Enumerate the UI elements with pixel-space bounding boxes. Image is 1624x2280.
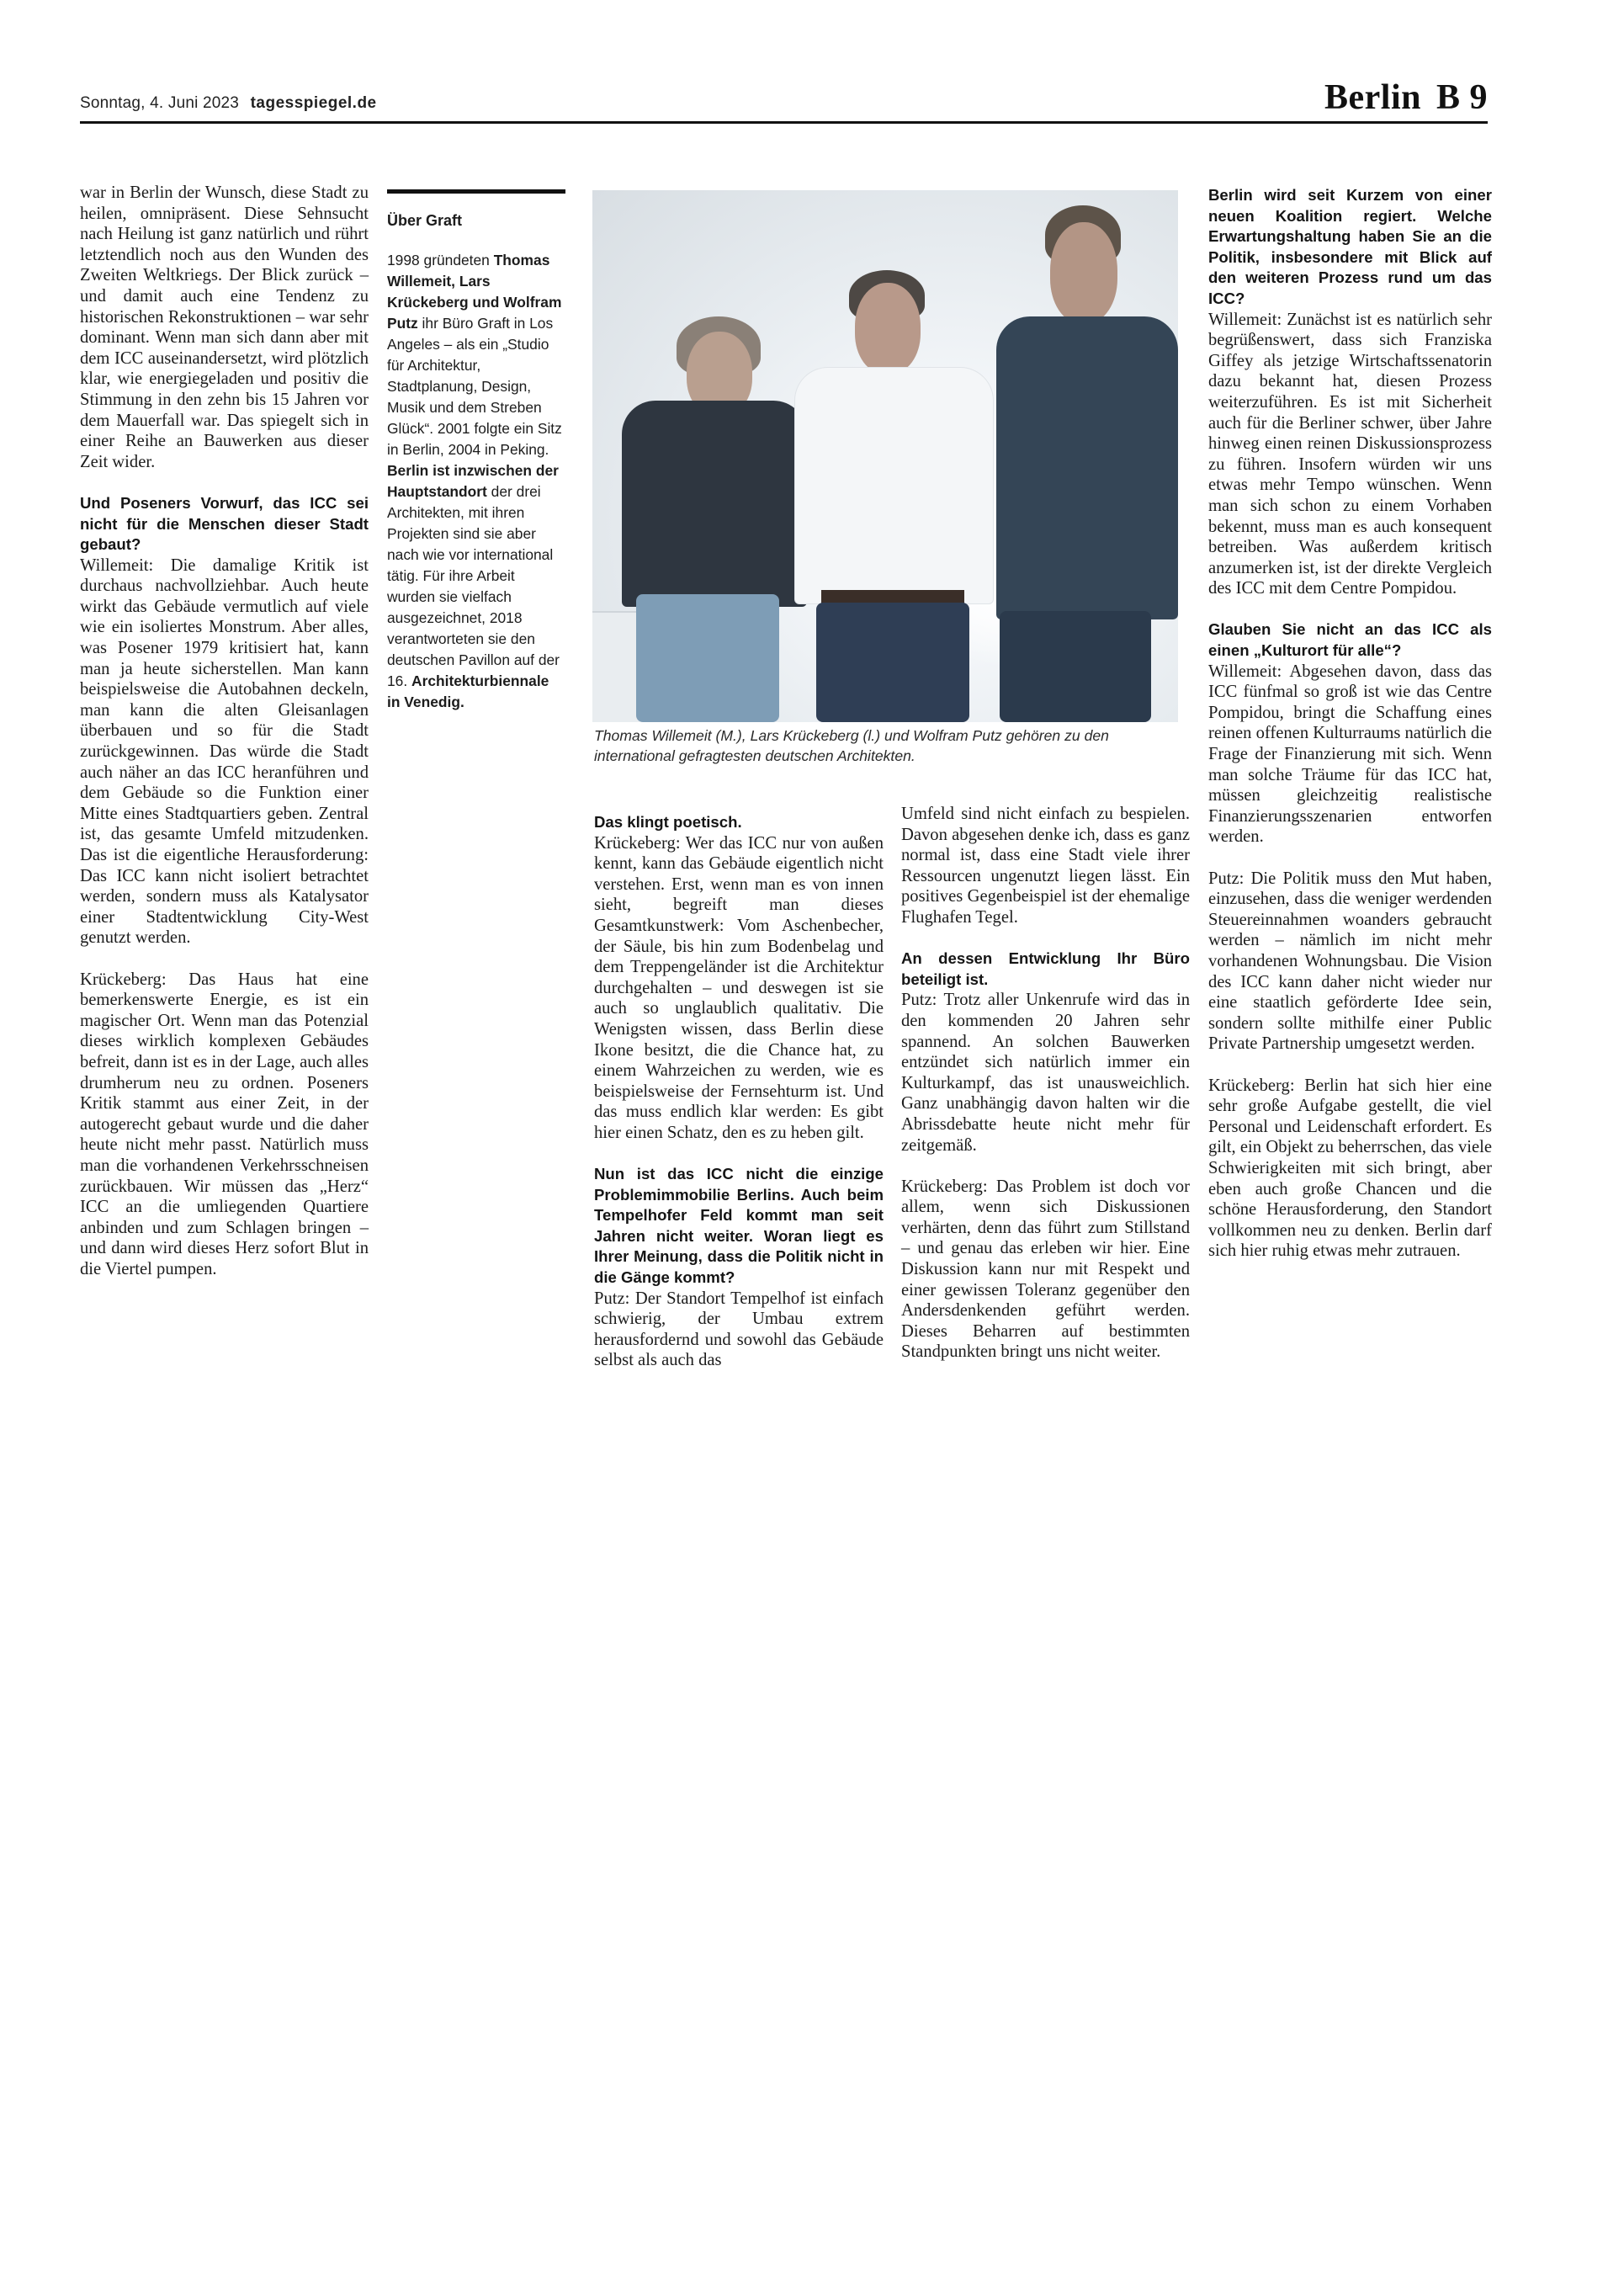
page-header-left	[80, 94, 377, 113]
info-box-highlight: Thomas Willemeit, Lars Krückeberg und Wolfram Putz	[387, 252, 562, 332]
interview-question: Das klingt poetisch.	[594, 813, 742, 831]
page-number: B 9	[1436, 78, 1488, 117]
interview-paragraph: Putz: Die Politik muss den Mut haben, einzusehen, dass die weniger werdenden Steuereinnahmen woanders gebraucht werden – nämlich im nicht mehr vorhandenen Wohnungsbau. Die Vision des ICC kann daher nicht wieder nur eine staatlich geförderte Idee sein, sondern sollte mithilfe einer Public Private Partnership umgesetzt werden.	[1208, 869, 1492, 1054]
interview-paragraph: Willemeit: Abgesehen davon, dass das ICC fünfmal so groß ist wie das Centre Pompidou, bringt die Schaffung eines reinen offenen Kulturraums natürlich die Frage der Finanzierung mit sich. Wenn man solche Träume für das ICC hat, müssen gleichzeitig realistische Finanzierungsszenarien entworfen werden.	[1208, 662, 1493, 847]
interview-paragraph: Putz: Trotz aller Unkenrufe wird das in den kommenden 20 Jahren sehr spannend. An solchen Bauwerken entzündet sich natürlich immer ein Kulturkampf, das ist unausweichlich. Ganz unabhängig davon halten wir die Abrissdebatte heute nicht mehr für zeitgemäß.	[901, 991, 1190, 1155]
article-column-5	[1208, 185, 1492, 1262]
interview-paragraph: Krückeberg: Berlin hat sich hier eine sehr große Aufgabe gestellt, die viel Personal und Leidenschaft erfordert. Es gilt, ein Objekt zu beherrschen, das viele Schwierigkeiten mit sich bringt, aber eben auch große Chancen und die schöne Herausforderung, den Standort vollkommen neu zu denken. Berlin darf sich hier ruhig etwas mehr zutrauen.	[1208, 1076, 1492, 1261]
page-header-right	[1324, 77, 1488, 118]
interview-paragraph: Putz: Der Standort Tempelhof ist einfach schwierig, der Umbau extrem herausfordernd und sowohl das Gebäude selbst als auch das	[594, 1289, 884, 1370]
person-right-trousers	[1000, 611, 1151, 722]
interview-question: An dessen Entwicklung Ihr Büro beteiligt ist.	[901, 949, 1190, 988]
interview-paragraph: Krückeberg: Das Haus hat eine bemerkenswerte Energie, es ist ein magischer Ort. Wenn man das Potenzial dieses wirklich komplexen Gebäudes befreit, dann ist es in der Lage, auch alles drumherum neu zu ordnen. Poseners Kritik stammt aus einer Zeit, in der autogerecht gebaut wurde und die daher heute nicht mehr passt. Natürlich muss man die vorhandenen Verkehrsschneisen zurückbauen. Wir müssen das „Herz“ ICC an die umliegenden Quartiere anbinden und zum Schlagen bringen – und dann wird dieses Herz sofort Blut in die Viertel pumpen.	[80, 970, 369, 1278]
interview-paragraph: Krückeberg: Wer das ICC nur von außen kennt, kann das Gebäude eigentlich nicht verstehen. Erst, wenn man es von innen sieht, begreift man dieses Gesamtkunstwerk: Vom Aschenbecher, der Säule, bis hin zum Bodenbelag und dem Treppengeländer ist die Architektur durchgehalten – und deswegen ist sie auch so unglaublich qualitativ. Die Wenigsten wissen, dass Berlin diese Ikone besitzt, die die Chance hat, zu einem Wahrzeichen zu werden, wie es beispielsweise der Fernsehturm ist. Und das muss endlich klar werden: Es gibt hier einen Schatz, den es zu heben gilt.	[594, 833, 884, 1142]
site-name: tagesspiegel.de	[250, 94, 377, 112]
person-middle-jeans	[816, 603, 969, 722]
info-box-body	[387, 250, 565, 713]
interview-question: Glauben Sie nicht an das ICC als einen „Kulturort für alle“?	[1208, 620, 1492, 660]
info-box-title: Über Graft	[387, 212, 463, 229]
person-left-jeans	[636, 594, 779, 722]
person-left-shirt	[622, 401, 807, 607]
person-right-shirt	[996, 316, 1178, 619]
person-right-head	[1050, 222, 1117, 323]
header-rule	[80, 121, 1488, 124]
interview-question: Berlin wird seit Kurzem von einer neuen Koalition regiert. Welche Erwartungshaltung haben Sie an die Politik, insbesondere mit Blick auf den weiteren Prozess rund um das ICC?	[1208, 186, 1492, 307]
article-column-1	[80, 183, 369, 1279]
section-name: Berlin	[1324, 78, 1421, 117]
article-column-3	[594, 812, 884, 1371]
person-middle-shirt	[794, 367, 994, 604]
interview-paragraph: Krückeberg: Das Problem ist doch vor allem, wenn sich Diskussionen verhärten, denn das führt zum Stillstand – und genau das erleben wir hier. Eine Diskussion kann nur mit Respekt und einer gewissen Toleranz gegenüber den Andersdenkenden geführt werden. Dieses Beharren auf bestimmten Standpunkten bringt uns nicht weiter.	[901, 1177, 1190, 1362]
info-box-text: 1998 gründeten	[387, 252, 494, 268]
person-middle-head	[855, 283, 921, 374]
person-middle-belt	[821, 590, 964, 603]
article-column-4	[901, 804, 1190, 1363]
issue-date: Sonntag, 4. Juni 2023	[80, 94, 240, 112]
info-box-highlight: Architekturbiennale in Venedig.	[387, 672, 549, 710]
interview-paragraph: Willemeit: Die damalige Kritik ist durchaus nachvollziehbar. Auch heute wirkt das Gebäude vermutlich auf viele wie ein isoliertes Monstrum. Aber alles, was Posener 1979 kritisiert hat, kann man ja heute sicherstellen. Man kann beispielsweise die Autobahnen deckeln, man kann die alten Gleisanlagen überbauen und so für die Stadt zurückgewinnen. Das würde die Stadt auch näher an das ICC heranführen und dem Gebäude so die Funktion einer Mitte eines Stadtquartiers geben. Zentral ist, das gesamte Umfeld mitzudenken. Das ist die eigentliche Herausforderung: Das ICC kann nicht isoliert betrachtet werden, sondern muss als Katalysator einer Stadtentwicklung City-West genutzt werden.	[80, 555, 369, 948]
architects-photo	[592, 190, 1178, 722]
info-box-bar	[387, 189, 565, 194]
photo-caption: Thomas Willemeit (M.), Lars Krückeberg (l.) und Wolfram Putz gehören zu den international gefragtesten deutschen Architekten.	[594, 727, 1109, 764]
info-box-text: ihr Büro Graft in Los Angeles – als ein „Studio für Architektur, Stadtplanung, Design, Musik und dem Streben Glück“. 2001 folgte ein Sitz in Berlin, 2004 in Peking.	[387, 315, 562, 458]
interview-paragraph: war in Berlin der Wunsch, diese Stadt zu heilen, omnipräsent. Diese Sehnsucht nach Heilung ist ganz natürlich und rührt letztendlich noch aus den Wunden des Zweiten Weltkriegs. Der Blick zurück – und damit auch eine Tendenz zu historischen Rekonstruktionen – war sehr dominant. Wenn man sich dann aber mit dem ICC auseinandersetzt, wird plötzlich klar, wie energiegeladen und positiv die Stimmung in den zehn bis 15 Jahren vor dem Mauerfall war. Das spiegelt sich in einer Reihe an Bauwerken aus dieser Zeit wider.	[80, 183, 369, 471]
interview-paragraph: Willemeit: Zunächst ist es natürlich sehr begrüßenswert, dass sich Franziska Giffey als jetzige Wirtschaftssenatorin dazu bekannt hat, diesen Prozess weiterzuführen. Es ist mit Sicherheit auch für die Berliner schwer, über Jahre hinweg einen reinen Diskussionsprozess zu führen. Insofern würden wir uns etwas mehr Tempo wünschen. Wenn man sich schon zu einem Vorhaben bekennt, muss man es auch konsequent betreiben. Was außerdem kritisch anzumerken ist, ist der direkte Vergleich des ICC mit dem Centre Pompidou.	[1208, 310, 1492, 598]
info-box	[387, 189, 565, 713]
info-box-text: der drei Architekten, mit ihren Projekten sind sie aber nach wie vor international tätig. Für ihre Arbeit wurden sie vielfach ausgezeichnet, 2018 verantworteten sie den deutschen Pavillon auf der 16.	[387, 483, 560, 689]
interview-paragraph: Umfeld sind nicht einfach zu bespielen. Davon abgesehen denke ich, dass es ganz normal ist, dass eine Stadt viele ihrer Ressourcen ungenutzt liegen lässt. Ein positives Gegenbeispiel ist der ehemalige Flughafen Tegel.	[901, 805, 1190, 927]
info-box-highlight: Berlin ist inzwischen der Hauptstandort	[387, 462, 559, 500]
interview-question: Nun ist das ICC nicht die einzige Problemimmobilie Berlins. Auch beim Tempelhofer Feld kommt man seit Jahren nicht weiter. Woran liegt es Ihrer Meinung, dass die Politik nicht in die Gänge kommt?	[594, 1165, 884, 1287]
interview-question: Und Poseners Vorwurf, das ICC sei nicht für die Menschen dieser Stadt gebaut?	[80, 493, 369, 554]
